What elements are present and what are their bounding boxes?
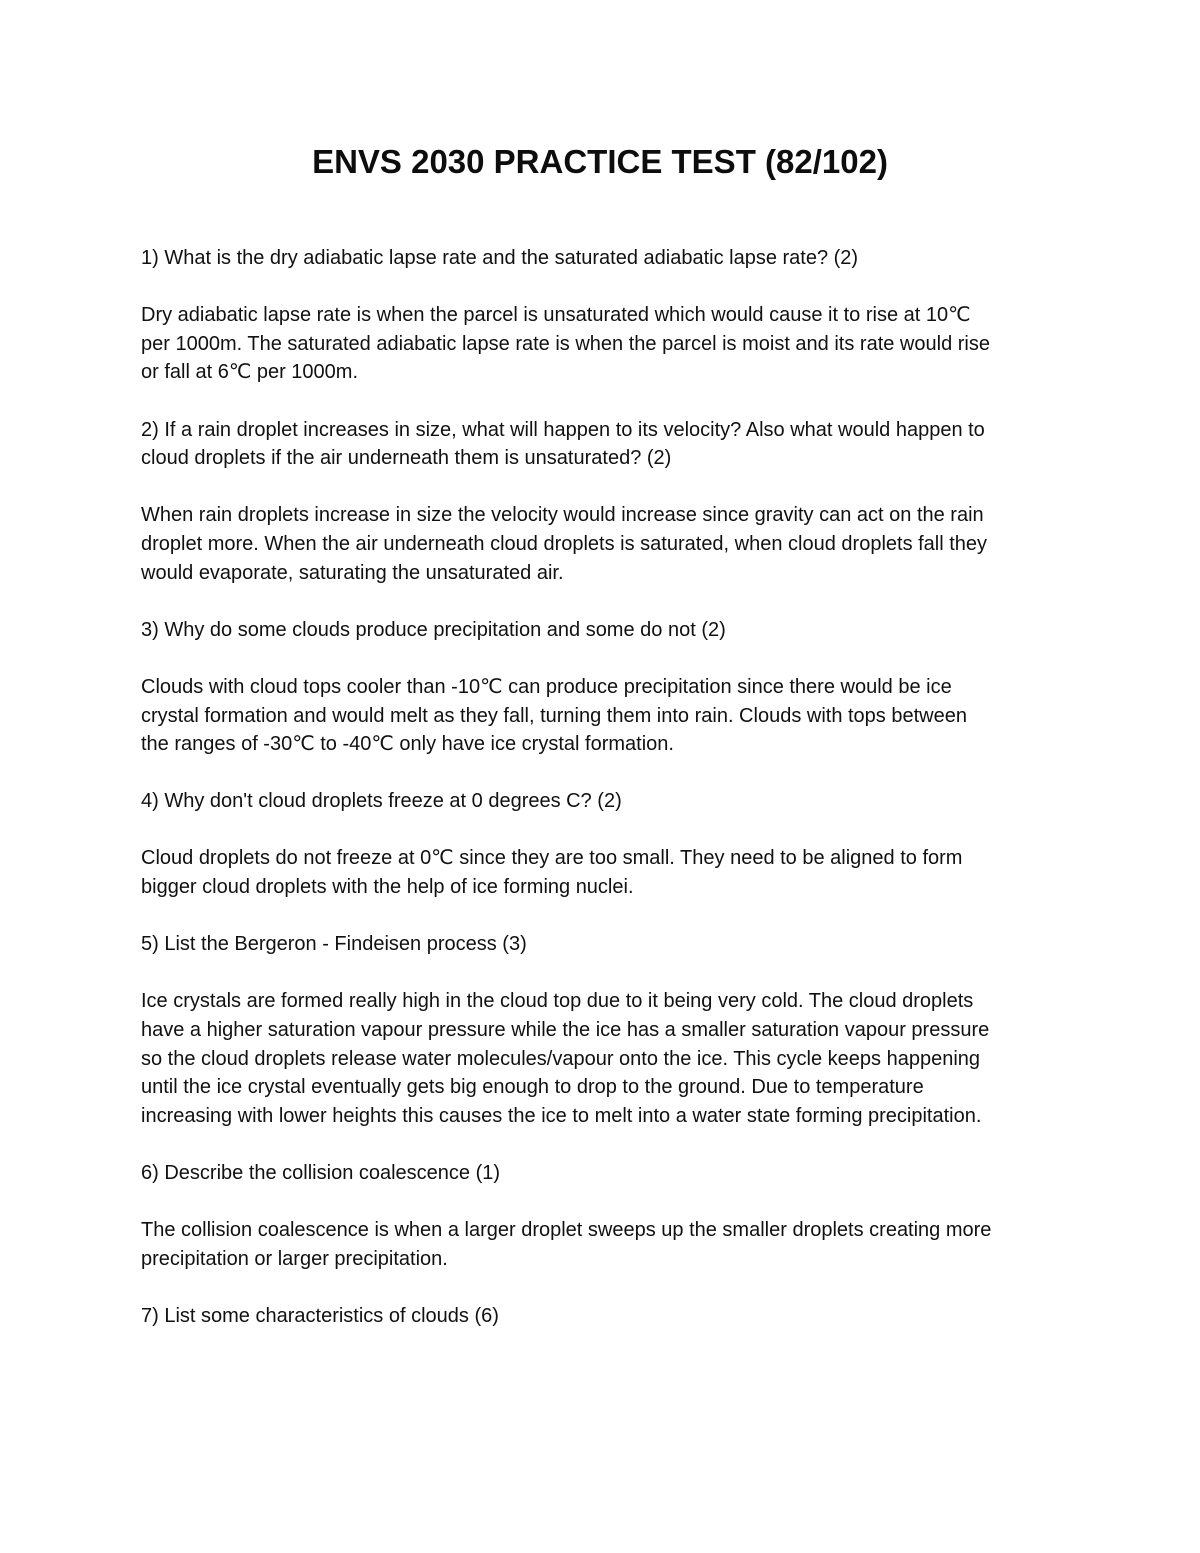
text-line: have a higher saturation vapour pressure while the ice has a smaller saturation vapour pressure (141, 1019, 990, 1042)
question-text (141, 787, 1071, 816)
text-line: the ranges of -30℃ to -40℃ only have ice crystal formation. (141, 733, 674, 756)
text-line: 3) Why do some clouds produce precipitation and some do not (2) (141, 618, 726, 641)
text-line: The collision coalescence is when a larger droplet sweeps up the smaller droplets creating more (141, 1219, 992, 1242)
answer-text (141, 501, 1071, 587)
text-line: increasing with lower heights this causes the ice to melt into a water state forming precipitation. (141, 1104, 982, 1127)
text-line: When rain droplets increase in size the velocity would increase since gravity can act on the rain (141, 504, 984, 527)
document-body (141, 244, 1071, 1359)
text-line: 4) Why don't cloud droplets freeze at 0 degrees C? (2) (141, 790, 622, 813)
answer-text (141, 673, 1071, 759)
question-text (141, 244, 1071, 273)
text-line: 5) List the Bergeron - Findeisen process (3) (141, 933, 527, 956)
text-line: would evaporate, saturating the unsaturated air. (141, 561, 564, 584)
text-line: per 1000m. The saturated adiabatic lapse rate is when the parcel is moist and its rate would rise (141, 332, 990, 355)
text-line: Ice crystals are formed really high in the cloud top due to it being very cold. The cloud droplets (141, 990, 974, 1013)
text-line: cloud droplets if the air underneath them is unsaturated? (2) (141, 447, 672, 470)
answer-text (141, 301, 1071, 387)
text-line: droplet more. When the air underneath cloud droplets is saturated, when cloud droplets fall they (141, 532, 988, 555)
text-line: bigger cloud droplets with the help of ice forming nuclei. (141, 876, 634, 899)
answer-text (141, 987, 1071, 1130)
text-line: 1) What is the dry adiabatic lapse rate and the saturated adiabatic lapse rate? (2) (141, 247, 859, 269)
question-text (141, 1302, 1071, 1331)
question-text (141, 930, 1071, 959)
question-text (141, 616, 1071, 645)
text-line: 7) List some characteristics of clouds (6) (141, 1304, 499, 1327)
page-title: ENVS 2030 PRACTICE TEST (82/102) (312, 143, 888, 180)
answer-text (141, 844, 1071, 901)
text-line: Cloud droplets do not freeze at 0℃ since they are too small. They need to be aligned to form (141, 847, 963, 870)
question-text (141, 416, 1071, 473)
text-line: Clouds with cloud tops cooler than -10℃ can produce precipitation since there would be ice (141, 675, 952, 698)
answer-text (141, 1216, 1071, 1273)
question-text (141, 1159, 1071, 1188)
text-line: 6) Describe the collision coalescence (1) (141, 1162, 501, 1184)
text-line: so the cloud droplets release water molecules/vapour onto the ice. This cycle keeps happening (141, 1047, 981, 1070)
text-line: precipitation or larger precipitation. (141, 1247, 448, 1270)
text-line: crystal formation and would melt as they fall, turning them into rain. Clouds with tops between (141, 704, 967, 727)
text-line: Dry adiabatic lapse rate is when the parcel is unsaturated which would cause it to rise at 10℃ (141, 304, 971, 327)
text-line: 2) If a rain droplet increases in size, what will happen to its velocity? Also what would happen to (141, 418, 985, 441)
text-line: or fall at 6℃ per 1000m. (141, 361, 359, 384)
text-line: until the ice crystal eventually gets big enough to drop to the ground. Due to temperature (141, 1076, 924, 1099)
